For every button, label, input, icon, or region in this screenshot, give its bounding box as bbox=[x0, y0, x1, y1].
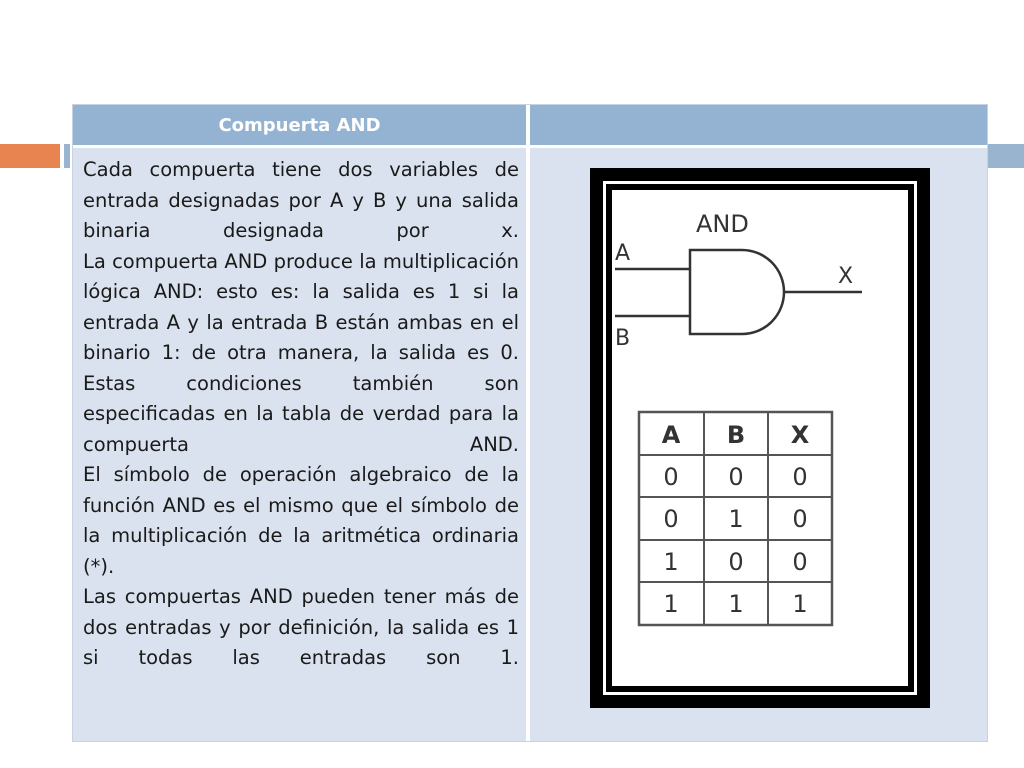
input-b-label: B bbox=[615, 326, 631, 351]
paragraph-3: Estas condiciones también son especificadas en la tabla de verdad para la compuerta AND. bbox=[83, 371, 519, 456]
paragraph-4: El símbolo de operación algebraico de la función AND es el mismo que el símbolo de la multiplicación de la aritmética ordinaria (*). bbox=[83, 463, 519, 578]
accent-bar-right bbox=[988, 144, 1024, 168]
and-gate-diagram bbox=[612, 190, 914, 692]
truth-cell: 1 bbox=[792, 590, 808, 618]
paragraph-5: Las compuertas AND pueden tener más de dos entradas y por definición, la salida es 1 si todas las entradas son 1. bbox=[83, 585, 519, 669]
figure-canvas bbox=[612, 190, 908, 686]
and-gate-figure bbox=[590, 168, 930, 708]
and-gate-body bbox=[690, 250, 784, 334]
description-text bbox=[83, 155, 519, 674]
header-divider bbox=[73, 145, 987, 148]
header-cell-right bbox=[530, 105, 987, 145]
table-title: Compuerta AND bbox=[218, 115, 381, 136]
and-gate-symbol bbox=[615, 250, 862, 334]
column-divider bbox=[526, 105, 530, 741]
truth-cell: 1 bbox=[663, 548, 679, 576]
truth-cell: 1 bbox=[728, 590, 744, 618]
paragraph-1: Cada compuerta tiene dos variables de entrada designadas por A y B y una salida binaria designada por x. bbox=[83, 158, 519, 242]
figure-border bbox=[603, 181, 917, 695]
output-x-label: X bbox=[838, 264, 854, 289]
truth-cell: 0 bbox=[663, 505, 679, 533]
truth-cell: 0 bbox=[792, 463, 808, 491]
truth-cell: 0 bbox=[728, 463, 744, 491]
truth-header-a: A bbox=[661, 421, 681, 449]
input-a-label: A bbox=[615, 241, 631, 266]
accent-bar-left-blue bbox=[64, 144, 70, 168]
truth-header-b: B bbox=[726, 421, 746, 449]
truth-table bbox=[639, 412, 832, 625]
content-table bbox=[72, 104, 988, 742]
gate-label: AND bbox=[696, 210, 749, 238]
truth-cell: 0 bbox=[663, 463, 679, 491]
truth-cell: 1 bbox=[728, 505, 744, 533]
truth-cell: 0 bbox=[728, 548, 744, 576]
truth-cell: 0 bbox=[792, 505, 808, 533]
accent-bar-left bbox=[0, 144, 60, 168]
truth-cell: 1 bbox=[663, 590, 679, 618]
truth-cell: 0 bbox=[792, 548, 808, 576]
truth-header-x: X bbox=[790, 421, 810, 449]
paragraph-2: La compuerta AND produce la multiplicación lógica AND: esto es: la salida es 1 si la entrada A y la entrada B están ambas en el binario 1: de otra manera, la salida es 0. bbox=[83, 249, 519, 364]
